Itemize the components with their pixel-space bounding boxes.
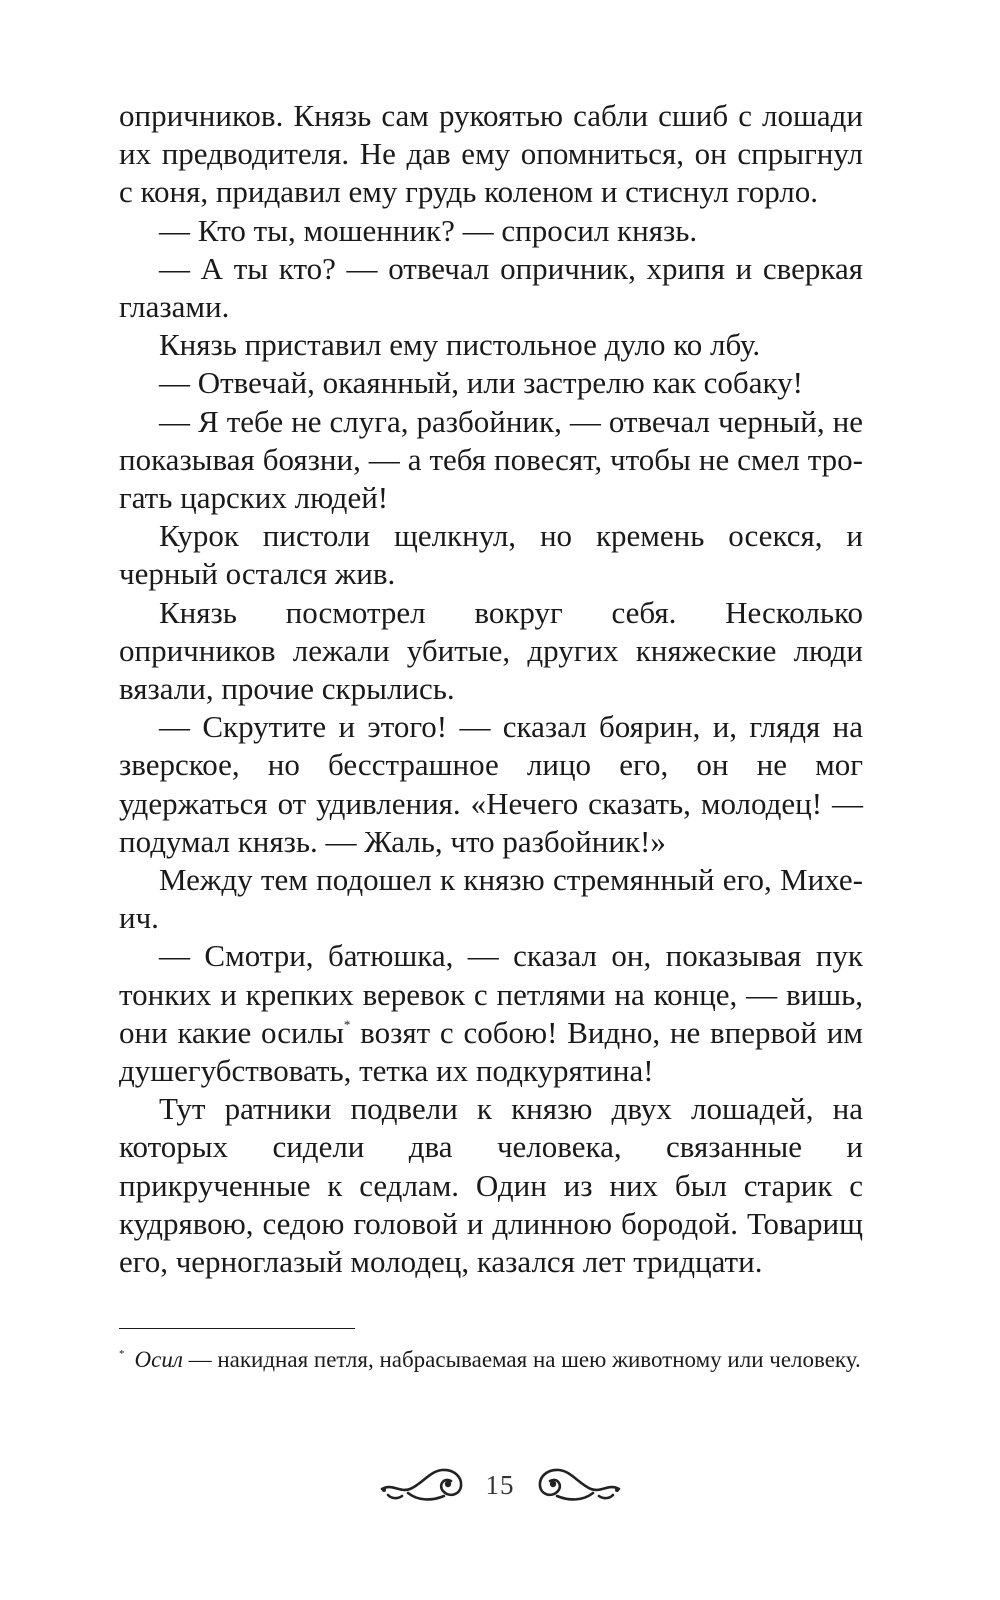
footnote xyxy=(119,1345,863,1374)
paragraph-text: возят с собою! Видно, не впервой им душегубствовать, тетка их подкурятина! xyxy=(119,1014,863,1089)
paragraph: Князь посмотрел вокруг себя. Несколько опричников лежали убитые, других княжеские люди вязали, прочие скрылись. xyxy=(119,594,863,707)
paragraph: — Отвечай, окаянный, или застрелю как собаку! xyxy=(159,365,803,401)
paragraph: Между тем подошел к князю стремянный его, Михеич. xyxy=(119,862,863,936)
paragraph-text: — Смотри, батюшка, — сказал он, показывая пук тонких и крепких веревок с петлями на конце, — вишь, они какие осилы xyxy=(119,938,863,1050)
page-folio xyxy=(0,1455,1000,1515)
paragraph: Курок пистоли щелкнул, но кремень осекся, и черный остался жив. xyxy=(119,518,863,592)
paragraph: — А ты кто? — отвечал опричник, хрипя и сверкая глазами. xyxy=(119,250,863,325)
paragraph: — Скрутите и этого! — сказал боярин, и, глядя на зверское, но бесстрашное лицо его, он не мог удержаться от удивления. «Нечего сказать, молодец! — подумал князь. — Жаль, что разбойник!» xyxy=(119,709,863,859)
footnote-marker: * xyxy=(119,1348,125,1360)
paragraph-with-footnote-ref xyxy=(119,937,863,1090)
right-ornament-icon xyxy=(533,1463,623,1507)
footnote-definition: — накидная петля, набрасываемая на шею животному или человеку. xyxy=(182,1347,861,1372)
footnote-term: Осил xyxy=(134,1347,183,1372)
left-ornament-icon xyxy=(378,1463,468,1507)
page-number: 15 xyxy=(485,1469,515,1500)
main-text xyxy=(119,97,863,1281)
footnote-divider xyxy=(119,1328,355,1329)
paragraph: Князь приставил ему пистольное дуло ко лбу. xyxy=(159,327,761,363)
paragraph: Тут ратники подвели к князю двух лошадей, на которых сидели два человека, связанные и прикрученные к седлам. Один из них был старик с кудрявою, седою головой и длинною бородой. Товарищ его, черноглазый молодец, казался лет тридцати. xyxy=(119,1091,863,1280)
paragraph: опричников. Князь сам рукоятью сабли сшиб с лошади их предводителя. Не дав ему опомниться, он спрыгнул с коня, придавил ему грудь коленом и стиснул горло. xyxy=(119,98,863,210)
footnote-reference: * xyxy=(343,1016,351,1032)
paragraph: — Я тебе не слуга, разбойник, — отвечал черный, не показывая боязни, — а тебя повесят, чтобы не смел трогать царских людей! xyxy=(119,403,863,516)
paragraph: — Кто ты, мошенник? — спросил князь. xyxy=(159,212,698,248)
